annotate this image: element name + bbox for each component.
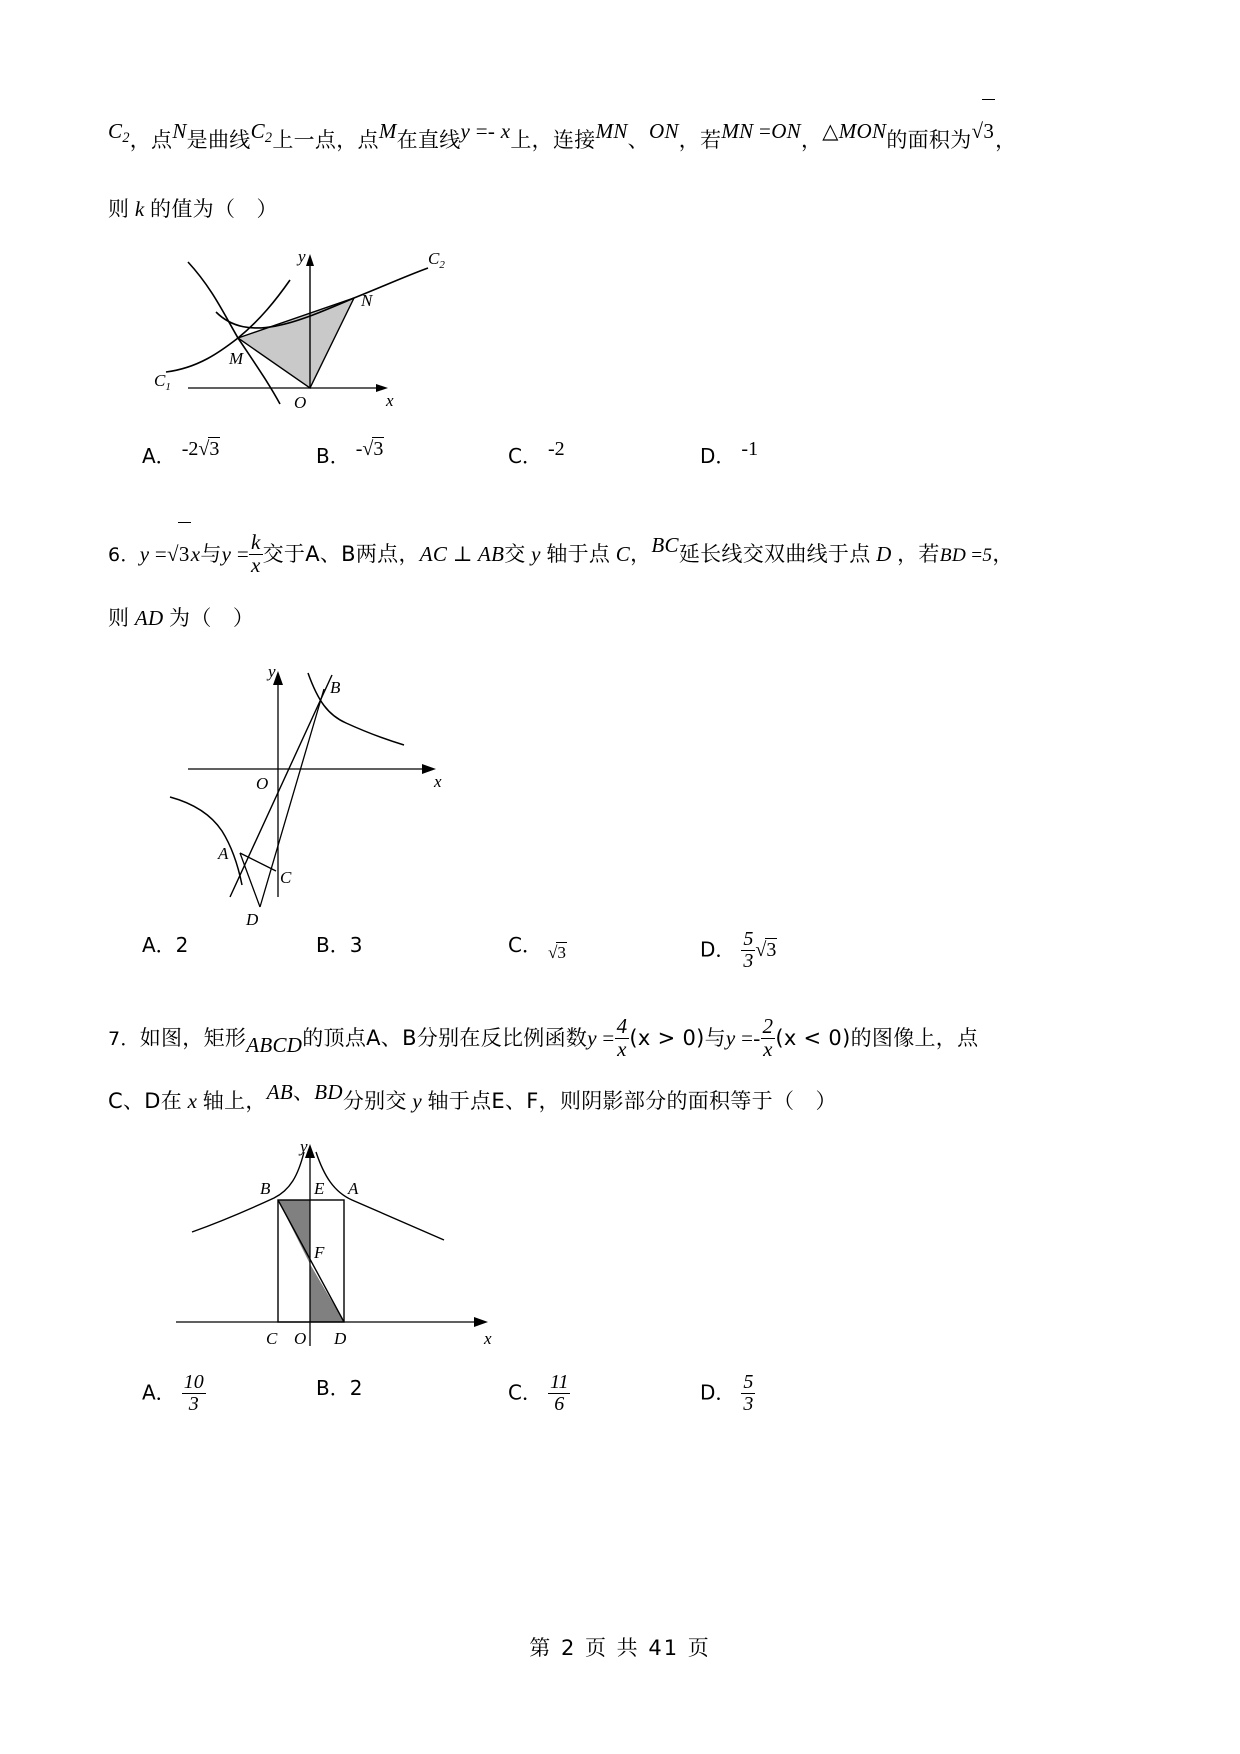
label-x-axis-q6: x <box>434 771 442 791</box>
q5-text-p10: ， <box>995 128 1017 152</box>
q7-text-p4: 与 <box>704 1025 726 1050</box>
label-point-c-q6: C <box>280 867 292 887</box>
label-point-f-q7: F <box>314 1242 325 1262</box>
symbol-axis-y-q6: y <box>525 541 547 566</box>
option-q6-c[interactable] <box>508 929 567 962</box>
label-point-b-q7: B <box>260 1178 271 1198</box>
question-6-line-2 <box>108 587 1148 649</box>
symbol-func-4-over-x: y = $\frac{4}{x}$ <box>587 1014 628 1061</box>
symbol-segment-bc: BC <box>651 533 679 558</box>
label-origin-q7: O <box>294 1328 307 1348</box>
q7-text-p2: 的顶点A、B分别在反比例函数 <box>302 1025 588 1050</box>
q6-text-p2: 交于A、B两点， <box>262 541 420 566</box>
page-content <box>108 108 1148 1428</box>
option-q5-a-value: -2√3 <box>181 437 220 460</box>
symbol-line-y-sqrt3x: y =√3x <box>140 542 201 566</box>
option-q7-d-label: D． <box>700 1380 736 1405</box>
q5-text-p6: 、 <box>627 128 649 152</box>
hyperbola-branch-q3 <box>170 797 242 885</box>
q7-text-p9: 分别交 <box>342 1088 407 1113</box>
option-q5-a[interactable] <box>142 437 220 469</box>
question-5-line-2 <box>108 178 1148 240</box>
symbol-segment-ad: AD <box>129 605 170 630</box>
symbol-hyperbola-k-over-x: y = $\frac{k}{x}$ <box>221 530 261 577</box>
label-point-d-q7: D <box>334 1328 347 1348</box>
q6-text-p7: ，若 <box>897 541 940 566</box>
label-curve-c1: $C_1$ <box>154 370 171 393</box>
symbol-axis-y-q7: y <box>406 1088 428 1113</box>
option-q5-d-value: -1 <box>741 437 759 460</box>
option-q7-a[interactable] <box>142 1372 206 1415</box>
question-5-line-1 <box>108 108 1148 178</box>
symbol-point-c-q6: C <box>610 541 631 566</box>
label-point-b-q6: B <box>330 677 341 697</box>
q6-text-p3: 交 <box>504 541 526 566</box>
question-6-number: 6． <box>108 543 140 566</box>
label-y-axis: y <box>298 246 306 266</box>
question-5-options <box>108 437 1148 496</box>
question-5 <box>108 108 1148 496</box>
figure-q5 <box>108 240 1148 440</box>
question-6-line-1 <box>108 522 1148 587</box>
triangle-mon-shaded <box>238 298 354 388</box>
q7-text-p3: (x > 0) <box>629 1025 705 1050</box>
option-q5-c-label: C． <box>508 443 542 468</box>
option-q7-c-label: C． <box>508 1380 542 1405</box>
option-q7-a-value: $\frac{10}{3}$ <box>183 1370 204 1415</box>
option-q5-a-label: A． <box>142 443 176 468</box>
option-q5-c[interactable] <box>508 437 565 469</box>
q6-text-p1: 与 <box>200 541 222 566</box>
figure-q6 <box>108 649 1148 929</box>
option-q5-d-label: D． <box>700 443 736 468</box>
label-origin-q6: O <box>256 773 269 793</box>
symbol-triangle-mon: △MON <box>822 119 887 144</box>
label-point-d-q6: D <box>246 909 259 929</box>
hyperbola-branch-positive <box>316 1152 444 1240</box>
option-q6-d[interactable] <box>700 929 777 972</box>
q7-text-p7: C、D在 <box>108 1088 183 1113</box>
q6-text-p8: ， <box>992 541 1014 566</box>
q5-text-p1: ，点 <box>129 128 173 152</box>
q7-text-p8: 轴上， <box>202 1088 267 1113</box>
symbol-axis-x-q7: x <box>182 1088 203 1113</box>
q6-text-p9: 则 <box>108 605 130 630</box>
option-q5-b[interactable] <box>316 437 384 469</box>
symbol-func-neg2-over-x: y =- $\frac{2}{x}$ <box>725 1014 774 1061</box>
option-q6-a[interactable] <box>142 929 188 958</box>
option-q7-c-value: $\frac{11}{6}$ <box>549 1370 569 1415</box>
option-q6-b-label: B．3 <box>316 932 363 957</box>
question-7 <box>108 1007 1148 1428</box>
q5-text-p8: ， <box>800 128 823 152</box>
symbol-point-d-q6: D <box>870 541 898 566</box>
label-point-e-q7: E <box>314 1178 325 1198</box>
option-q6-c-value: √3 <box>547 942 566 962</box>
question-7-line-2 <box>108 1070 1148 1132</box>
option-q6-d-value: $\frac{5}{3}$ √3 <box>743 927 777 972</box>
q7-text-p1: 如图，矩形 <box>139 1025 247 1050</box>
page-footer: 第 2 页 共 41 页 <box>529 1636 711 1660</box>
q6-text-p10: 为（ ） <box>169 605 255 630</box>
q5-text-p12: 的值为（ ） <box>150 196 278 221</box>
option-q7-b-label: B．2 <box>316 1375 363 1400</box>
q7-text-p5: (x < 0) <box>775 1025 851 1050</box>
question-7-line-1 <box>108 1007 1148 1070</box>
option-q6-b[interactable] <box>316 929 362 958</box>
label-y-axis-q7: y <box>300 1136 308 1156</box>
label-point-n: N <box>361 290 373 310</box>
q5-text-p4: 在直线 <box>396 128 461 152</box>
q5-text-p5: 上，连接 <box>510 128 596 152</box>
symbol-area-sqrt3: √3 <box>972 119 996 143</box>
label-point-a-q6: A <box>218 843 229 863</box>
symbol-segment-mn: MN <box>595 119 628 144</box>
symbol-segment-on: ON <box>648 119 679 144</box>
symbol-condition-mn-eq-on: MN =ON <box>721 119 801 144</box>
symbol-point-m: M <box>378 119 397 144</box>
option-q7-d[interactable] <box>700 1372 755 1415</box>
q7-text-p10: 轴于点E、F，则阴影部分的面积等于（ ） <box>427 1088 837 1113</box>
q5-text-p3: 上一点，点 <box>272 128 379 152</box>
symbol-condition-bd-5: BD =5 <box>939 544 993 566</box>
symbol-segments-ab-bd: AB、BD <box>266 1080 343 1105</box>
label-x-axis-q7: x <box>484 1328 492 1348</box>
segment-bd <box>260 689 324 907</box>
label-point-c-q7: C <box>266 1328 278 1348</box>
label-x-axis: x <box>386 390 394 410</box>
symbol-line-equation: y =- x <box>460 119 511 144</box>
symbol-curve-c2-b: $C_2$ <box>250 119 273 147</box>
hyperbola-branch-q1 <box>308 673 404 745</box>
question-6 <box>108 522 1148 985</box>
figure-q7 <box>108 1132 1148 1372</box>
q5-text-p11: 则 <box>108 196 130 221</box>
question-7-options <box>108 1372 1148 1428</box>
option-q6-d-label: D． <box>700 937 736 962</box>
x-axis-arrow-q7 <box>474 1317 488 1327</box>
line-y-sqrt3x <box>230 675 332 897</box>
option-q7-c[interactable] <box>508 1372 570 1415</box>
label-curve-c2: $C_2$ <box>428 248 445 271</box>
option-q5-d[interactable] <box>700 437 759 469</box>
symbol-curve-c2-a: $C_2$ <box>108 119 130 147</box>
option-q7-a-label: A． <box>142 1380 176 1405</box>
label-point-a-q7: A <box>348 1178 359 1198</box>
label-origin: O <box>294 392 307 412</box>
question-7-number: 7． <box>108 1027 140 1050</box>
option-q6-c-label: C． <box>508 932 542 957</box>
label-y-axis-q6: y <box>268 661 276 681</box>
option-q7-d-value: $\frac{5}{3}$ <box>743 1370 754 1415</box>
option-q5-b-value: -√3 <box>355 437 384 460</box>
q6-text-p4: 轴于点 <box>546 541 611 566</box>
option-q5-b-label: B． <box>316 443 350 468</box>
symbol-unknown-k: k <box>129 196 151 221</box>
symbol-ac-perp-ab: AC ⊥ AB <box>419 541 505 566</box>
label-point-m: M <box>229 348 244 368</box>
option-q6-a-label: A．2 <box>142 932 189 957</box>
option-q5-c-value: -2 <box>547 437 565 460</box>
symbol-point-n: N <box>172 119 187 144</box>
symbol-rect-abcd: ABCD <box>246 1032 303 1057</box>
q6-text-p6: 延长线交双曲线于点 <box>678 541 871 566</box>
q5-text-p9: 的面积为 <box>886 128 972 152</box>
q5-text-p7: ，若 <box>678 128 722 152</box>
q5-text-p2: 是曲线 <box>186 128 251 152</box>
q6-text-p5: ， <box>630 541 652 566</box>
y-axis-arrow <box>306 254 314 266</box>
q7-text-p6: 的图像上，点 <box>850 1025 979 1050</box>
question-6-options <box>108 929 1148 985</box>
option-q7-b[interactable] <box>316 1372 362 1401</box>
